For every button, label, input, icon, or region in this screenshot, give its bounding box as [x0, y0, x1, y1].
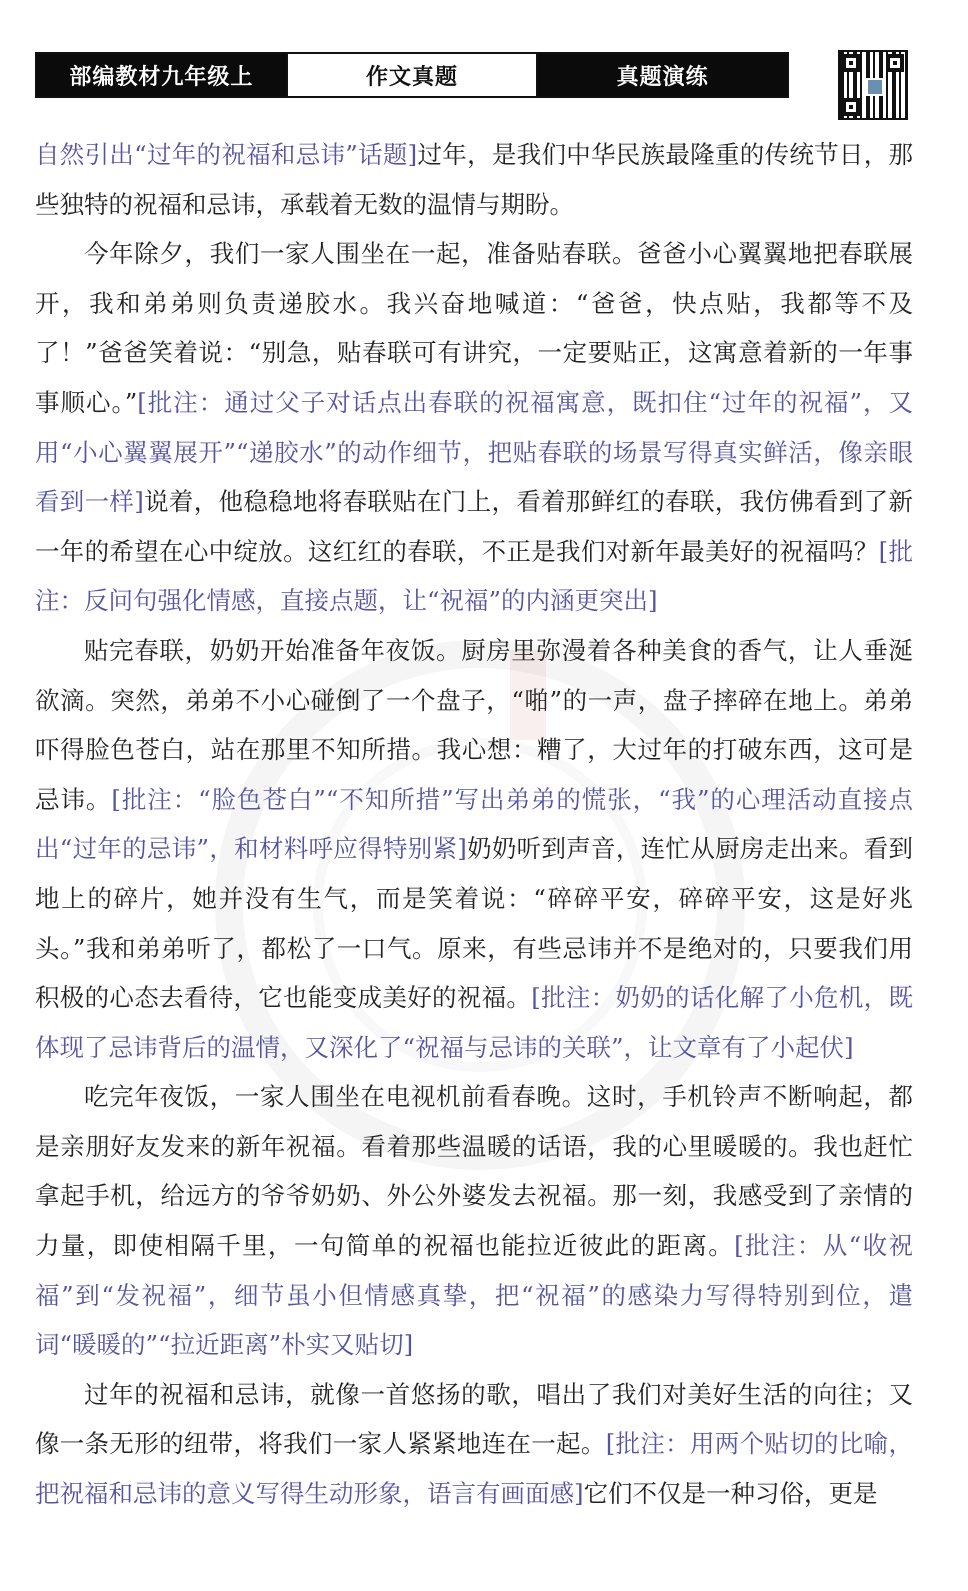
qr-finder-top-right	[886, 54, 904, 72]
header-bar	[35, 52, 789, 98]
essay-paragraph	[35, 1370, 913, 1519]
qr-finder-bottom-left	[842, 98, 860, 116]
header-practice-label: 真题演练	[538, 54, 787, 96]
body-text: 过年，是我们中华民族最隆重的传统节日，那些独特的祝福和忌讳，承载着无数的温情与期盼。	[35, 140, 914, 219]
annotation-text: [批注：奶奶的话化解了小危机，既体现了忌讳背后的温情，又深化了“祝福与忌讳的关联”，让文章有了小起伏]	[35, 983, 913, 1062]
annotation-text: [批注：用两个贴切的比喻，把祝福和忌讳的意义写得生动形象，语言有画面感]	[35, 1429, 913, 1509]
annotation-text: [批注：“脸色苍白”“不知所措”写出弟弟的慌张，“我”的心理活动直接点出“过年的忌讳”，和材料呼应得特别紧]	[35, 784, 914, 864]
body-text: 吃完年夜饭，一家人围坐在电视机前看春晚。这时，手机铃声不断响起，都是亲朋好友发来的新年祝福。看着那些温暖的话语，我的心里暖暖的。我也赶忙拿起手机，给远方的爷爷奶奶、外公外婆发去祝福。那一刻，我感受到了亲情的力量，即使相隔千里，一句简单的祝福也能拉近彼此的距离。	[35, 1082, 913, 1261]
essay-body	[35, 130, 913, 1519]
annotation-text: [批注：从“收祝福”到“发祝福”，细节虽小但情感真挚，把“祝福”的感染力写得特别到位，遣词“暖暖的”“拉近距离”朴实又贴切]	[35, 1231, 913, 1360]
body-text: 贴完春联，奶奶开始准备年夜饭。厨房里弥漫着各种美食的香气，让人垂涎欲滴。突然，弟弟不小心碰倒了一个盘子，“啪”的一声，盘子摔碎在地上。弟弟吓得脸色苍白，站在那里不知所措。我心想：糟了，大过年的打破东西，这可是忌讳。	[35, 635, 913, 814]
essay-paragraph	[35, 626, 913, 1072]
qr-logo	[866, 78, 884, 96]
body-text: 过年的祝福和忌讳，就像一首悠扬的歌，唱出了我们对美好生活的向往；又像一条无形的纽带，将我们一家人紧紧地连在一起。	[35, 1379, 913, 1459]
header-grade-label: 部编教材九年级上	[37, 54, 286, 96]
body-text: 它们不仅是一种习俗，更是	[583, 1479, 878, 1509]
qr-finder-top-left	[842, 54, 860, 72]
annotation-text: 自然引出“过年的祝福和忌讳”话题]	[35, 140, 418, 169]
qr-code-icon[interactable]	[838, 50, 908, 120]
essay-paragraph	[35, 1072, 913, 1370]
annotation-text: [批注：反问句强化情感，直接点题，让“祝福”的内涵更突出]	[35, 536, 913, 616]
essay-paragraph	[35, 130, 913, 229]
annotation-text: [批注：通过父子对话点出春联的祝福寓意，既扣住“过年的祝福”，又用“小心翼翼展开”“递胶水”的动作细节，把贴春联的场景写得真实鲜活，像亲眼看到一样]	[35, 387, 913, 517]
essay-paragraph	[35, 229, 913, 626]
header-essay-label: 作文真题	[286, 54, 539, 96]
body-text: 今年除夕，我们一家人围坐在一起，准备贴春联。爸爸小心翼翼地把春联展开，我和弟弟则负责递胶水。我兴奋地喊道：“爸爸，快点贴，我都等不及了！”爸爸笑着说：“别急，贴春联可有讲究，一定要贴正，这寓意着新的一年事事顺心。”	[35, 239, 913, 417]
body-text: 说着，他稳稳地将春联贴在门上，看着那鲜红的春联，我仿佛看到了新一年的希望在心中绽放。这红红的春联，不正是我们对新年最美好的祝福吗？	[35, 487, 913, 566]
body-text: 奶奶听到声音，连忙从厨房走出来。看到地上的碎片，她并没有生气，而是笑着说：“碎碎平安，碎碎平安，这是好兆头。”我和弟弟听了，都松了一口气。原来，有些忌讳并不是绝对的，只要我们用积极的心态去看待，它也能变成美好的祝福。	[35, 834, 914, 1013]
